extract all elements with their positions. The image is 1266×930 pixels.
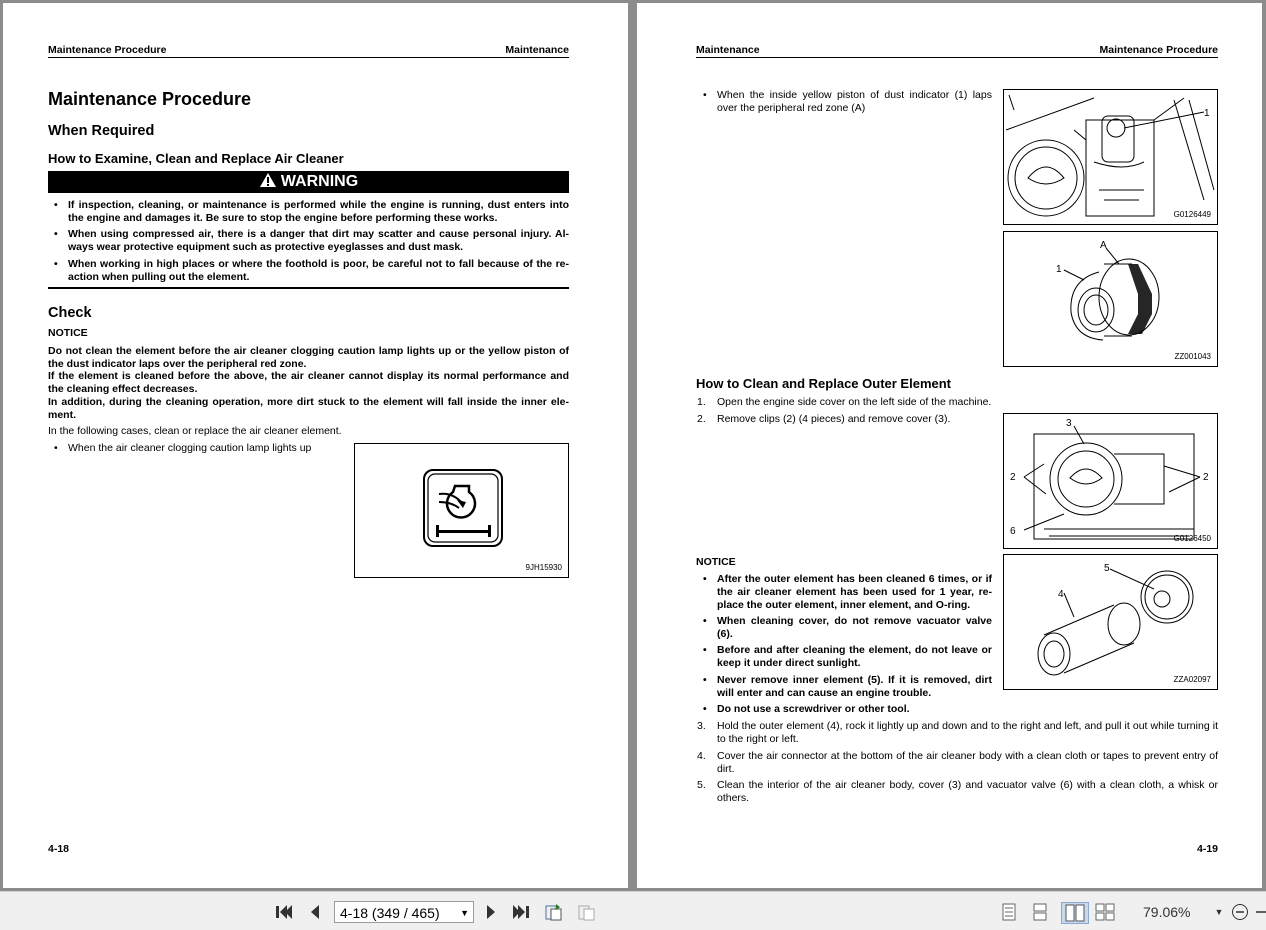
callout-label: A [1100,240,1107,251]
callout-label: 3 [1066,418,1072,429]
header-rule [48,57,569,58]
notice-item-text: After the outer element has been cleaned 6 times, or if the air cleaner element has been used for 1 year, re-place the outer element, inner element, and O-ring. [717,573,992,611]
element-figure [1003,554,1218,690]
dropdown-arrow-icon: ▼ [460,908,469,918]
notice-item: • Before and after cleaning the element, do not leave or keep it under direct sunlight. [703,644,992,669]
step-text: Clean the interior of the air cleaner body, cover (3) and vacuator valve (6) with a clean cloth, a whisk or others. [717,779,1218,804]
callout-label: 4 [1058,589,1064,600]
callout-label: 1 [1204,108,1210,119]
step-number: 5. [697,779,706,791]
intro-text: In the following cases, clean or replace the air cleaner element. [48,425,342,437]
notice-item-text: Before and after cleaning the element, do not leave or keep it under direct sunlight. [717,644,992,669]
notice-item: • Do not use a screwdriver or other tool. [703,703,910,715]
step-number: 4. [697,750,706,762]
warning-item-text: When working in high places or where the foothold is poor, be careful not to fall because of the re-action when pulling out the element. [68,258,569,283]
toolbar-overflow-icon[interactable] [1254,902,1266,922]
warning-label: WARNING [280,173,359,190]
callout-label: 2 [1203,472,1209,483]
figure-code: ZZ001043 [1174,352,1211,361]
zoom-level[interactable]: 79.06% [1143,904,1191,920]
left-page [3,3,628,888]
callout-label: 6 [1010,526,1016,537]
notice-line: In addition, during the cleaning operation, more dirt stuck to the element will fall inside the inner ele-ment. [48,396,569,421]
step-item [697,413,997,426]
dust-indicator-figure [1003,89,1218,225]
step-text: Hold the outer element (4), rock it lightly up and down and to the right and left, and pull it out while turning it to the right or left. [717,720,1218,745]
page-title: Maintenance Procedure [48,89,252,109]
first-page-icon[interactable] [274,902,294,922]
notice-label: NOTICE [696,556,736,568]
warning-bottom-rule [48,287,569,289]
figure-code: ZZA02097 [1173,675,1211,684]
zoom-out-icon[interactable] [1230,902,1250,922]
page-number: 4-18 [48,843,70,855]
bullet-lamp: • When the air cleaner clogging caution lamp lights up [54,442,312,454]
step-number: 3. [697,720,706,732]
previous-page-icon[interactable] [305,902,325,922]
warning-item-text: When using compressed air, there is a danger that dirt may scatter and cause personal injury. Al-ways wear protective equipment such as protective eyeglasses and dust mask. [68,228,569,253]
page-display: 4-18 (349 / 465) [340,905,440,921]
dust-indicator-drawing [1004,90,1217,224]
facing-view-icon[interactable] [1061,902,1089,924]
notice-line: If the element is cleaned before the above, the air cleaner cannot display its normal performance and the cleaning effect decreases. [48,370,569,395]
bullet-lamp-text: When the air cleaner clogging caution lamp lights up [68,442,312,454]
header-rule [696,57,1218,58]
step-number: 1. [697,396,706,408]
notice-item-text: Never remove inner element (5). If it is removed, dirt will enter and can cause an engine trouble. [717,674,992,699]
section-heading: How to Clean and Replace Outer Element [696,376,951,391]
warning-item-text: If inspection, cleaning, or maintenance is performed while the engine is running, dust enters into the engine and damages it. Be sure to stop the engine before performing these works. [68,199,569,224]
bullet-piston-text: When the inside yellow piston of dust indicator (1) laps over the peripheral red zone (A) [717,89,992,114]
outer-element-drawing [1004,555,1217,689]
go-forward-icon[interactable] [577,902,597,922]
check-heading: Check [48,305,92,321]
figure-code: 9JH15930 [525,563,562,572]
bullet-piston: • When the inside yellow piston of dust indicator (1) laps over the peripheral red zone (A) [703,89,992,114]
page-selector[interactable] [334,901,474,923]
warning-item: • When working in high places or where the foothold is poor, be careful not to fall because of the re-action when pulling out the element. [54,258,569,283]
step-item [697,750,1218,776]
header-left: Maintenance [696,44,760,56]
section-heading: How to Examine, Clean and Replace Air Cleaner [48,151,344,166]
single-page-view-icon[interactable] [999,902,1019,922]
callout-label: 5 [1104,563,1110,574]
subtitle: When Required [48,123,155,139]
dust-indicator-closeup-drawing [1004,232,1217,366]
next-page-icon[interactable] [481,902,501,922]
go-back-icon[interactable] [544,902,564,922]
warning-item: • If inspection, cleaning, or maintenance is performed while the engine is running, dust enters into the engine and damages it. Be sure to stop the engine before performing these works. [54,199,569,224]
step-text: Open the engine side cover on the left side of the machine. [717,396,992,408]
page-number: 4-19 [1196,843,1218,855]
step-item [697,396,997,409]
caution-lamp-figure [354,443,569,578]
step-item [697,720,1218,746]
zoom-dropdown-icon[interactable]: ▼ [1214,907,1224,917]
step-number: 2. [697,413,706,425]
right-page [637,3,1262,888]
step-text: Cover the air connector at the bottom of the air cleaner body with a clean cloth or tapes to prevent entry of dirt. [717,750,1218,775]
notice-item: • After the outer element has been cleaned 6 times, or if the air cleaner element has been used for 1 year, re-place the outer element, inner element, and O-ring. [703,573,992,611]
header-right: Maintenance [505,44,569,56]
warning-triangle-icon [259,172,277,188]
header-right: Maintenance Procedure [1099,44,1218,56]
callout-label: 2 [1010,472,1016,483]
viewer-toolbar [0,891,1266,930]
warning-item: • When using compressed air, there is a danger that dirt may scatter and cause personal injury. Al-ways wear protective equipment such as protective eyeglasses and dust mask. [54,228,569,253]
notice-item: • When cleaning cover, do not remove vacuator valve (6). [703,615,992,640]
notice-item: • Never remove inner element (5). If it is removed, dirt will enter and can cause an engine trouble. [703,674,992,699]
last-page-icon[interactable] [511,902,531,922]
red-zone-figure [1003,231,1218,367]
callout-label: 1 [1056,264,1062,275]
continuous-facing-view-icon[interactable] [1095,902,1115,922]
notice-label: NOTICE [48,327,88,339]
header-left: Maintenance Procedure [48,44,167,56]
notice-line: Do not clean the element before the air cleaner clogging caution lamp lights up or the yellow piston of the dust indicator laps over the peripheral red zone. [48,345,569,370]
notice-item-text: Do not use a screwdriver or other tool. [717,703,910,715]
figure-code: G0126449 [1173,210,1211,219]
notice-item-text: When cleaning cover, do not remove vacuator valve (6). [717,615,992,640]
step-text: Remove clips (2) (4 pieces) and remove cover (3). [717,413,951,425]
air-cleaner-clogging-icon [355,444,568,577]
continuous-view-icon[interactable] [1030,902,1050,922]
warning-banner [48,171,569,193]
step-item [697,779,1218,805]
figure-code: G0126450 [1173,534,1211,543]
cover-removal-figure [1003,413,1218,549]
cover-removal-drawing [1004,414,1217,548]
